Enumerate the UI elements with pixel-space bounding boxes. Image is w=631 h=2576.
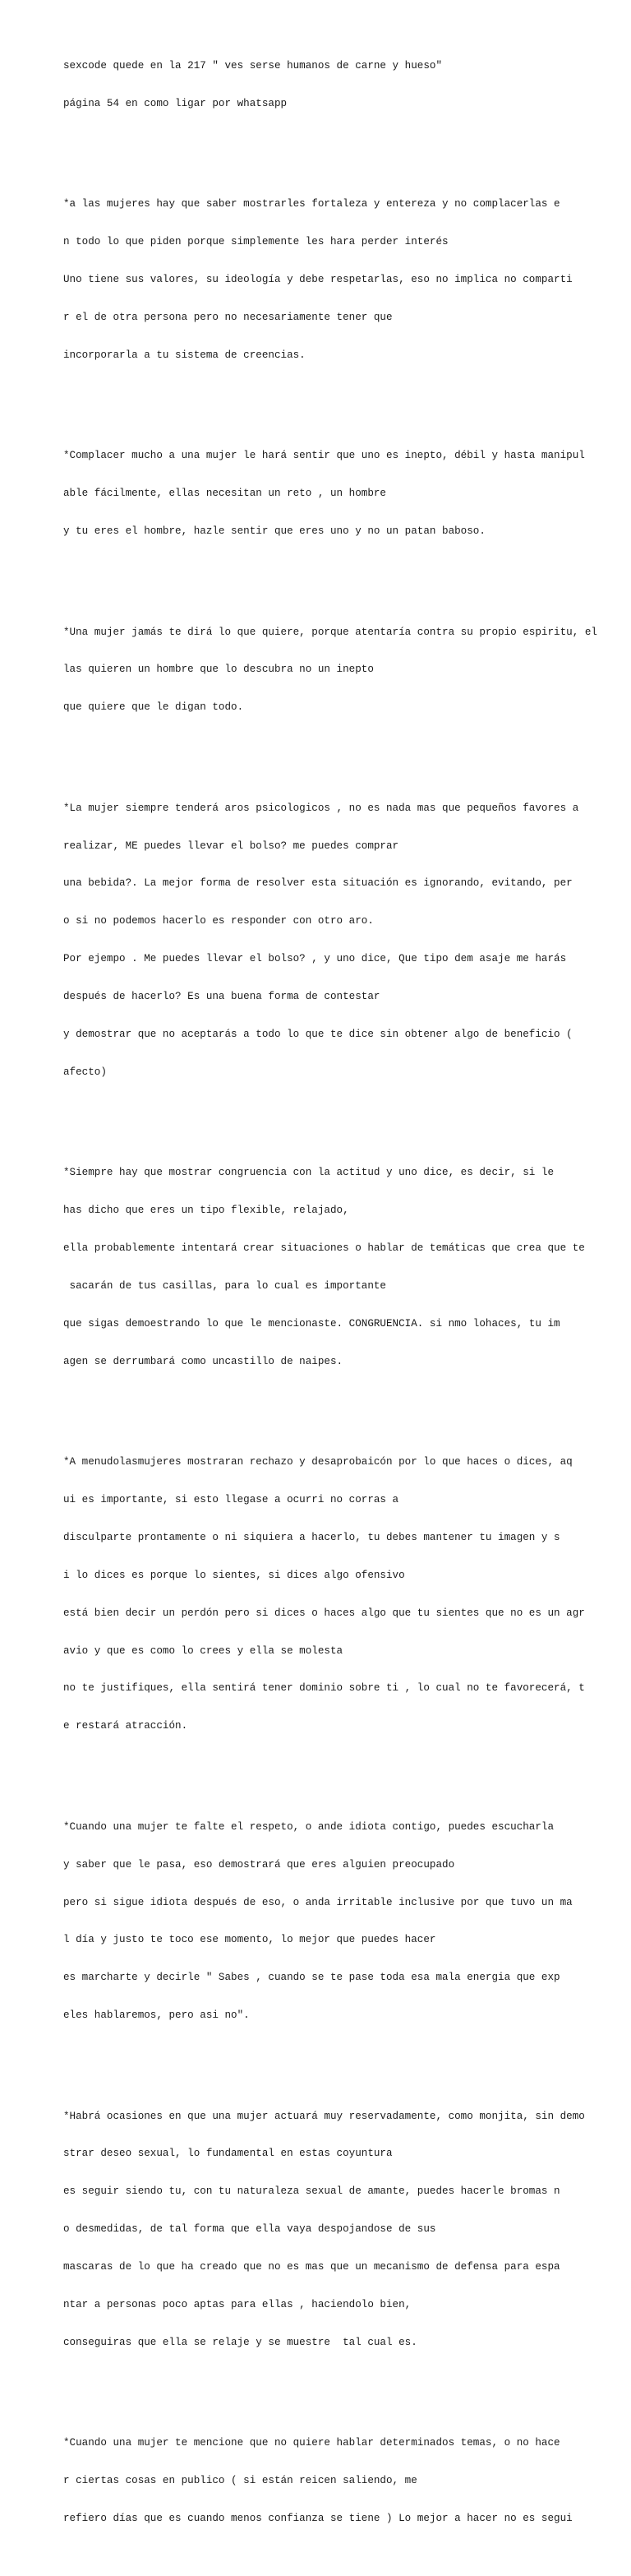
text-line: eles hablaremos, pero asi no". bbox=[63, 2009, 250, 2022]
text-line: *Una mujer jamás te dirá lo que quiere, porque atentaría contra su propio espiritu, el bbox=[63, 626, 597, 638]
paragraph bbox=[63, 601, 622, 739]
text-line: ui es importante, si esto llegase a ocurri no corras a bbox=[63, 1494, 399, 1506]
text-line: has dicho que eres un tipo flexible, relajado, bbox=[63, 1205, 349, 1217]
text-line: *a las mujeres hay que saber mostrarles fortaleza y entereza y no complacerlas e bbox=[63, 198, 560, 210]
paragraph bbox=[63, 1142, 622, 1394]
text-line: es marcharte y decirle " Sabes , cuando se te pase toda esa mala energia que exp bbox=[63, 1972, 560, 1984]
document-text bbox=[63, 10, 622, 2576]
paragraph bbox=[63, 173, 622, 387]
text-line: que sigas demoestrando lo que le mencionaste. CONGRUENCIA. si nmo lohaces, tu im bbox=[63, 1317, 560, 1330]
text-line: *Cuando una mujer te mencione que no quiere hablar determinados temas, o no hace bbox=[63, 2437, 560, 2449]
text-line: avio y que es como lo crees y ella se molesta bbox=[63, 1644, 343, 1657]
text-line: able fácilmente, ellas necesitan un reto , un hombre bbox=[63, 488, 386, 500]
text-line: strar deseo sexual, lo fundamental en estas coyuntura bbox=[63, 2148, 393, 2160]
text-line: realizar, ME puedes llevar el bolso? me puedes comprar bbox=[63, 839, 399, 852]
text-line: *A menudolasmujeres mostraran rechazo y desaprobaicón por lo que haces o dices, aq bbox=[63, 1456, 573, 1468]
text-line: incorporarla a tu sistema de creencias. bbox=[63, 349, 306, 362]
text-line: *Complacer mucho a una mujer le hará sentir que uno es inepto, débil y hasta manipul bbox=[63, 450, 585, 462]
text-line: e restará atracción. bbox=[63, 1720, 188, 1732]
text-line: conseguiras que ella se relaje y se muestre tal cual es. bbox=[63, 2336, 417, 2348]
paragraph bbox=[63, 1796, 622, 2047]
text-line: disculparte prontamente o ni siquiera a hacerlo, tu debes mantener tu imagen y s bbox=[63, 1531, 560, 1543]
text-line: sexcode quede en la 217 " ves serse humanos de carne y hueso" bbox=[63, 60, 443, 72]
text-line: no te justifiques, ella sentirá tener dominio sobre ti , lo cual no te favorecerá, t bbox=[63, 1682, 585, 1695]
text-line: una bebida?. La mejor forma de resolver esta situación es ignorando, evitando, per bbox=[63, 877, 573, 890]
text-line: página 54 en como ligar por whatsapp bbox=[63, 98, 288, 110]
paragraph bbox=[63, 425, 622, 563]
text-line: las quieren un hombre que lo descubra no un inepto bbox=[63, 664, 374, 676]
paragraph bbox=[63, 2412, 622, 2551]
text-line: después de hacerlo? Es una buena forma de contestar bbox=[63, 991, 380, 1003]
text-line: está bien decir un perdón pero si dices o haces algo que tu sientes que no es un agr bbox=[63, 1607, 585, 1619]
text-line: Uno tiene sus valores, su ideología y debe respetarlas, eso no implica no comparti bbox=[63, 274, 573, 286]
text-line: *Siempre hay que mostrar congruencia con la actitud y uno dice, es decir, si le bbox=[63, 1167, 555, 1179]
text-line: o desmedidas, de tal forma que ella vaya despojandose de sus bbox=[63, 2223, 436, 2236]
text-line: *La mujer siempre tenderá aros psicologicos , no es nada mas que pequeños favores a bbox=[63, 802, 579, 814]
text-line: Por ejempo . Me puedes llevar el bolso? , y uno dice, Que tipo dem asaje me harás bbox=[63, 953, 567, 965]
text-line: que quiere que le digan todo. bbox=[63, 701, 244, 714]
text-line: afecto) bbox=[63, 1066, 107, 1078]
paragraph bbox=[63, 2085, 622, 2375]
text-line: agen se derrumbará como uncastillo de naipes. bbox=[63, 1355, 343, 1367]
paragraph bbox=[63, 1431, 622, 1759]
text-line: es seguir siendo tu, con tu naturaleza sexual de amante, puedes hacerle bromas n bbox=[63, 2185, 560, 2198]
text-line: n todo lo que piden porque simplemente les hara perder interés bbox=[63, 236, 449, 248]
paragraph bbox=[63, 777, 622, 1104]
text-line: r ciertas cosas en publico ( si están reicen saliendo, me bbox=[63, 2475, 417, 2487]
text-line: ntar a personas poco aptas para ellas , haciendolo bien, bbox=[63, 2299, 412, 2311]
text-line: y demostrar que no aceptarás a todo lo que te dice sin obtener algo de beneficio ( bbox=[63, 1029, 573, 1041]
paragraph-intro bbox=[63, 35, 622, 136]
text-line: *Habrá ocasiones en que una mujer actuará muy reservadamente, como monjita, sin demo bbox=[63, 2110, 585, 2122]
text-line: y saber que le pasa, eso demostrará que eres alguien preocupado bbox=[63, 1858, 455, 1871]
text-line: refiero días que es cuando menos confianza se tiene ) Lo mejor a hacer no es segui bbox=[63, 2513, 573, 2525]
text-line: ella probablemente intentará crear situaciones o hablar de temáticas que crea que te bbox=[63, 1242, 585, 1255]
text-line: mascaras de lo que ha creado que no es mas que un mecanismo de defensa para espa bbox=[63, 2261, 560, 2273]
text-line: i lo dices es porque lo sientes, si dices algo ofensivo bbox=[63, 1569, 405, 1581]
text-line: sacarán de tus casillas, para lo cual es importante bbox=[63, 1279, 386, 1292]
text-line: l día y justo te toco ese momento, lo mejor que puedes hacer bbox=[63, 1934, 436, 1946]
text-line: y tu eres el hombre, hazle sentir que eres uno y no un patan baboso. bbox=[63, 525, 486, 538]
text-line: r el de otra persona pero no necesariamente tener que bbox=[63, 312, 393, 324]
text-line: *Cuando una mujer te falte el respeto, o ande idiota contigo, puedes escucharla bbox=[63, 1820, 555, 1833]
text-line: pero si sigue idiota después de eso, o anda irritable inclusive por que tuvo un ma bbox=[63, 1896, 573, 1908]
text-line: o si no podemos hacerlo es responder con otro aro. bbox=[63, 915, 374, 927]
